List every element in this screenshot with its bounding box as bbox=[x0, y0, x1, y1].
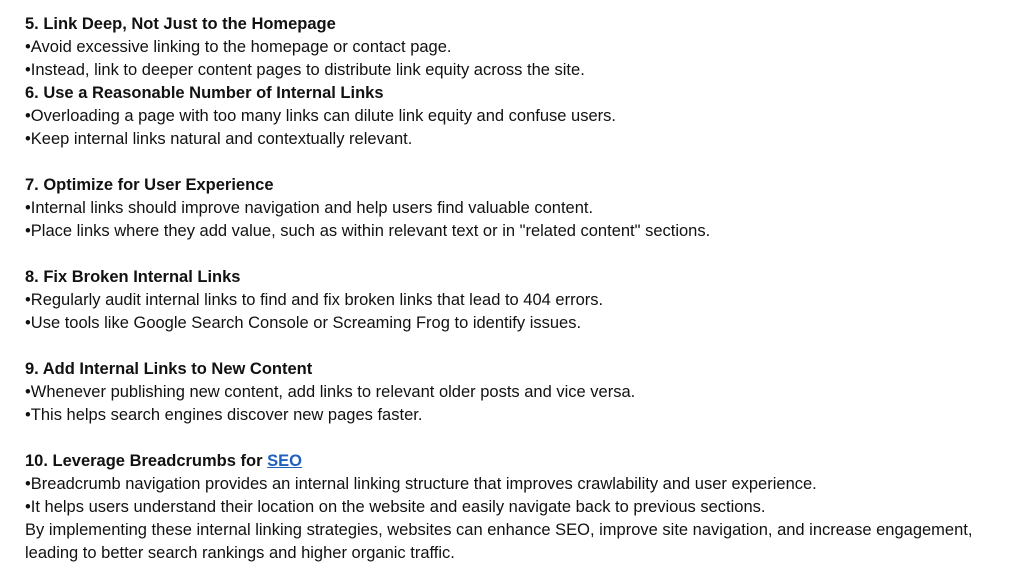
bullet-item bbox=[25, 381, 1010, 404]
bullet-item bbox=[25, 404, 1010, 427]
bullet-item bbox=[25, 105, 1010, 128]
bullet-item bbox=[25, 36, 1010, 59]
bullet-text: Breadcrumb navigation provides an internal linking structure that improves crawlability and user experience. bbox=[30, 475, 817, 493]
bullet-mark: • bbox=[25, 38, 31, 56]
bullet-text: Overloading a page with too many links can dilute link equity and confuse users. bbox=[30, 107, 616, 125]
spacer bbox=[25, 151, 1010, 174]
bullet-mark: • bbox=[25, 61, 31, 79]
bullet-text: This helps search engines discover new pages faster. bbox=[30, 406, 423, 424]
bullet-text: Keep internal links natural and contextually relevant. bbox=[30, 130, 413, 148]
section-9-heading: 9. Add Internal Links to New Content bbox=[25, 360, 313, 378]
bullet-item bbox=[25, 496, 1010, 519]
spacer bbox=[25, 243, 1010, 266]
bullet-mark: • bbox=[25, 314, 31, 332]
bullet-text: Regularly audit internal links to find and fix broken links that lead to 404 errors. bbox=[30, 291, 604, 309]
section-6-heading: 6. Use a Reasonable Number of Internal Links bbox=[25, 84, 384, 102]
seo-link[interactable]: SEO bbox=[267, 452, 302, 470]
bullet-item bbox=[25, 59, 1010, 82]
bullet-item bbox=[25, 128, 1010, 151]
bullet-text: Internal links should improve navigation and help users find valuable content. bbox=[30, 199, 594, 217]
spacer bbox=[25, 335, 1010, 358]
section-8-heading: 8. Fix Broken Internal Links bbox=[25, 268, 241, 286]
bullet-text: It helps users understand their location on the website and easily navigate back to previous sections. bbox=[30, 498, 766, 516]
spacer bbox=[25, 427, 1010, 450]
bullet-mark: • bbox=[25, 222, 31, 240]
slide-content bbox=[25, 13, 1010, 565]
section-10-heading bbox=[25, 450, 1010, 473]
bullet-mark: • bbox=[25, 130, 31, 148]
bullet-mark: • bbox=[25, 383, 31, 401]
bullet-text: Whenever publishing new content, add links to relevant older posts and vice versa. bbox=[30, 383, 636, 401]
bullet-text: Use tools like Google Search Console or Screaming Frog to identify issues. bbox=[30, 314, 582, 332]
bullet-item bbox=[25, 312, 1010, 335]
bullet-item bbox=[25, 289, 1010, 312]
bullet-text: Avoid excessive linking to the homepage or contact page. bbox=[30, 38, 452, 56]
bullet-mark: • bbox=[25, 498, 31, 516]
section-7-heading: 7. Optimize for User Experience bbox=[25, 176, 274, 194]
bullet-mark: • bbox=[25, 107, 31, 125]
bullet-item bbox=[25, 473, 1010, 496]
bullet-text: Instead, link to deeper content pages to distribute link equity across the site. bbox=[30, 61, 585, 79]
section-10-heading-text: 10. Leverage Breadcrumbs for bbox=[25, 452, 268, 470]
bullet-mark: • bbox=[25, 291, 31, 309]
bullet-mark: • bbox=[25, 475, 31, 493]
conclusion-paragraph: By implementing these internal linking strategies, websites can enhance SEO, improve site navigation, and increase engagement, leading to better search rankings and higher organic traffic. bbox=[25, 521, 973, 562]
bullet-mark: • bbox=[25, 406, 31, 424]
bullet-text: Place links where they add value, such as within relevant text or in "related content" sections. bbox=[30, 222, 711, 240]
bullet-mark: • bbox=[25, 199, 31, 217]
bullet-item bbox=[25, 220, 1010, 243]
bullet-item bbox=[25, 197, 1010, 220]
section-5-heading: 5. Link Deep, Not Just to the Homepage bbox=[25, 15, 336, 33]
